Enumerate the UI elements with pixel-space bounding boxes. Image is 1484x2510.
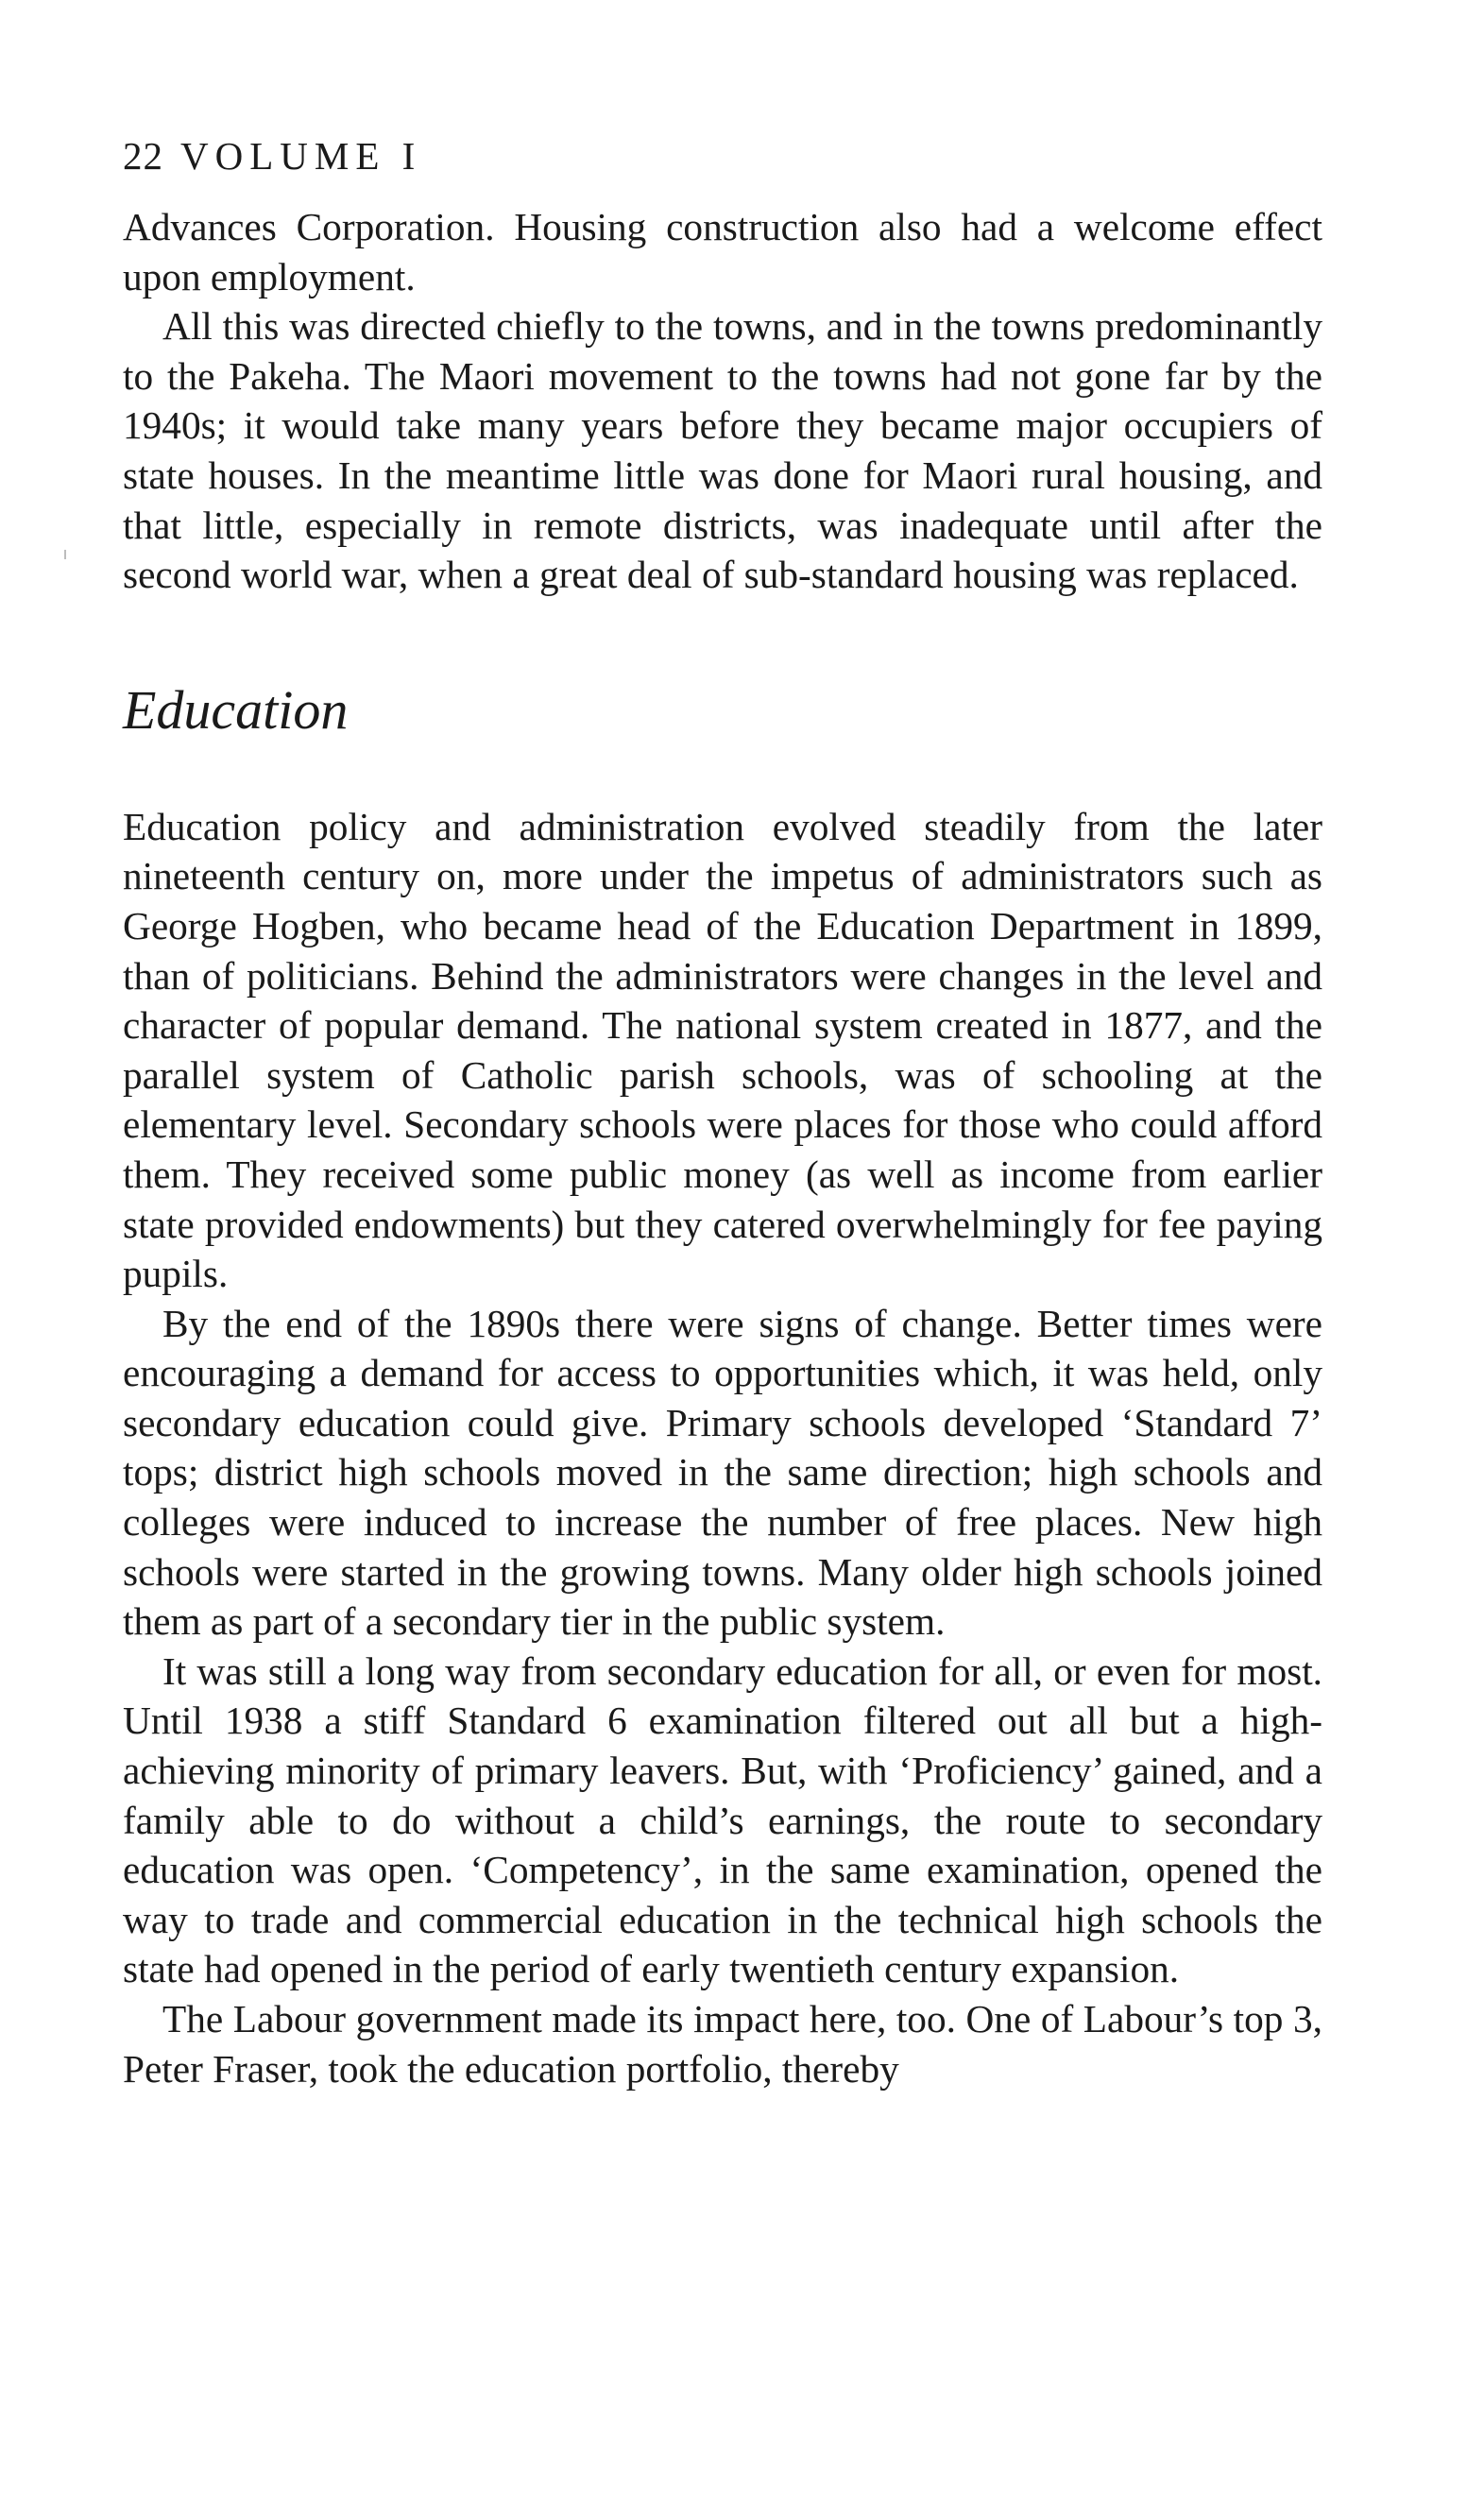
paragraph-housing: All this was directed chiefly to the towns, and in the towns predominantly to the Pakeha. The Maori movement to the towns had not gone far by the 1940s; it would take many years before they became major occupiers of state houses. In the meantime little was done for Maori rural housing, and that little, especially in remote districts, was inadequate until after the second world war, when a great deal of sub-standard housing was replaced. bbox=[123, 304, 1322, 597]
paragraph-education-3: It was still a long way from secondary education for all, or even for most. Until 1938 a stiff Standard 6 examination filtered out all but a high-achieving minority of primary leavers. But, with ‘Proficiency’ gained, and a family able to do without a child’s earnings, the route to secondary education was open. ‘Competency’, in the same examination, opened the way to trade and commercial education in the technical high schools the state had opened in the period of early twentieth century expansion. bbox=[123, 1648, 1322, 1991]
paragraph-continued: Advances Corporation. Housing construction also had a welcome effect upon employment. bbox=[123, 205, 1322, 299]
paragraph-education-2: By the end of the 1890s there were signs of change. Better times were encouraging a demand for access to opportunities which, it was held, only secondary education could give. Primary schools developed ‘Standard 7’ tops; district high schools moved in the same direction; high schools and colleges were induced to increase the number of free places. New high schools were started in the growing towns. Many older high schools joined them as part of a secondary tier in the public system. bbox=[123, 1301, 1322, 1644]
running-head bbox=[123, 132, 1322, 179]
page-number: 22 bbox=[123, 134, 163, 178]
margin-mark bbox=[64, 550, 66, 559]
book-page bbox=[123, 132, 1322, 2093]
paragraph-education-1: Education policy and administration evolved steadily from the later nineteenth century on, more under the impetus of administrators such as George Hogben, who became head of the Education Department in 1899, than of politicians. Behind the administrators were changes in the level and character of popular demand. The national system created in 1877, and the parallel system of Catholic parish schools, was of schooling at the elementary level. Secondary schools were places for those who could afford them. They received some public money (as well as income from earlier state provided endowments) but they catered overwhelmingly for fee paying pupils. bbox=[123, 804, 1322, 1296]
running-title: VOLUME I bbox=[180, 134, 422, 178]
section-heading-education: Education bbox=[123, 678, 349, 741]
paragraph-education-4: The Labour government made its impact here, too. One of Labour’s top 3, Peter Fraser, took the education portfolio, thereby bbox=[123, 1997, 1322, 2091]
